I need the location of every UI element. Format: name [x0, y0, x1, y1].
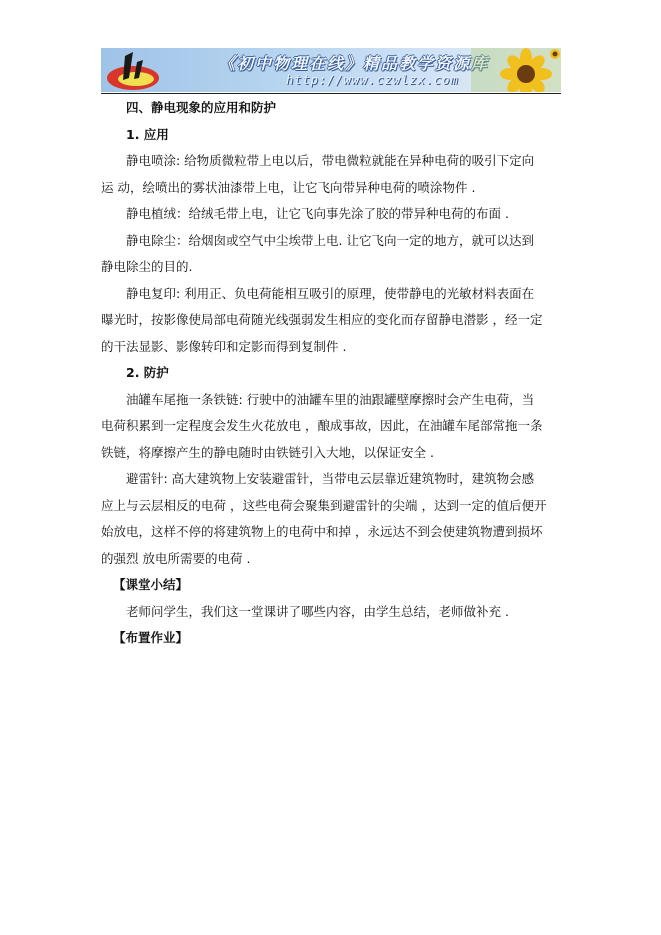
- paragraph-line: 静电除尘的目的.: [101, 259, 193, 274]
- homework-heading: 【布置作业】: [113, 630, 189, 645]
- section-heading: 四、静电现象的应用和防护: [126, 100, 277, 115]
- paragraph-line: 静电除尘：给烟囱或空气中尘埃带上电. 让它飞向一定的地方，就可以达到: [126, 232, 534, 248]
- logo-icon: [103, 48, 163, 92]
- paragraph-line: 的强烈 放电所需要的电荷 .: [101, 550, 251, 566]
- paragraph-line: 静电植绒：给绒毛带上电，让它飞向事先涂了胶的带异种电荷的布面 .: [126, 206, 509, 221]
- paragraph-line: 避雷针: 高大建筑物上安装避雷针，当带电云层靠近建筑物时，建筑物会感: [126, 471, 535, 486]
- paragraph-line: 曝光时，按影像使局部电荷随光线强弱发生相应的变化而存留静电潜影 ，经一定: [101, 312, 543, 327]
- header-divider: [101, 93, 561, 94]
- paragraph-line: 始放电，这样不停的将建筑物上的电荷中和掉 ，永远达不到会使建筑物遭到损坏: [101, 524, 543, 539]
- paragraph-line: 运 动，绘喷出的雾状油漆带上电，让它飞向带异种电荷的喷涂物件 .: [101, 179, 476, 195]
- banner-title: 《初中物理在线》精品教学资源库: [219, 54, 490, 73]
- paragraph-line: 铁链，将摩擦产生的静电随时由铁链引入大地，以保证安全 .: [101, 444, 434, 460]
- header-banner: [101, 48, 561, 92]
- paragraph-line: 静电喷涂: 给物质微粒带上电以后，带电微粒就能在异种电荷的吸引下定向: [126, 153, 535, 168]
- subheading-application: 1. 应用: [126, 126, 169, 142]
- paragraph-line: 应上与云层相反的电荷 ，这些电荷会聚集到避雷针的尖端 ，达到一定的值后便开: [101, 497, 547, 513]
- paragraph-line: 静电复印: 利用正、负电荷能相互吸引的原理，使带静电的光敏材料表面在: [126, 285, 535, 301]
- summary-heading: 【课堂小结】: [113, 577, 189, 592]
- subheading-protection: 2. 防护: [126, 365, 169, 380]
- banner-url: http://www.czwlzx.com: [286, 73, 459, 87]
- document-body: [101, 95, 563, 652]
- paragraph-line: 的干法显影、影像转印和定影而得到复制件 .: [101, 338, 347, 354]
- paragraph-line: 油罐车尾拖一条铁链: 行驶中的油罐车里的油跟罐壁摩擦时会产生电荷，当: [126, 391, 535, 407]
- paragraph-line: 电荷积累到一定程度会发生火花放电 ，酿成事故，因此，在油罐车尾部常拖一条: [101, 418, 543, 433]
- sunflower-icon: [471, 48, 561, 92]
- summary-text: 老师问学生，我们这一堂课讲了哪些内容，由学生总结，老师做补充 .: [126, 603, 509, 619]
